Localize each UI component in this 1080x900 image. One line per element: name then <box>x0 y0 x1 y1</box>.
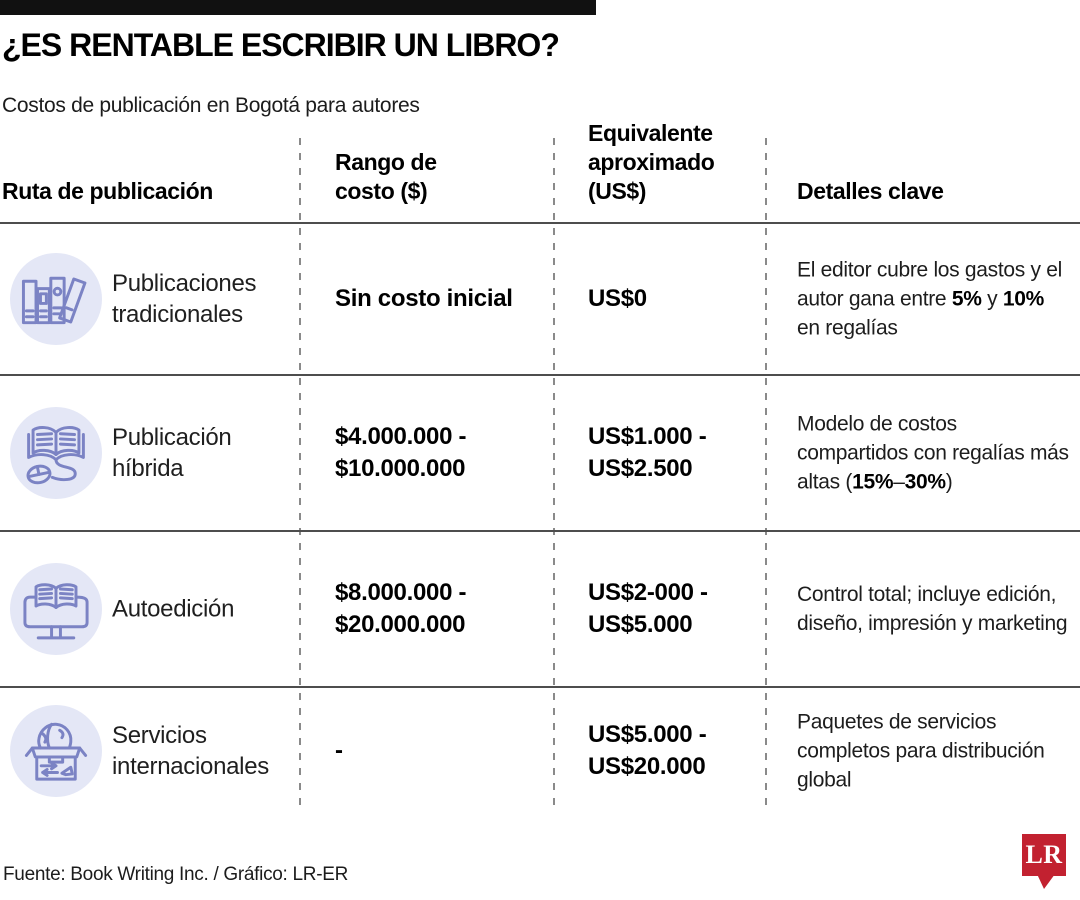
route-label: Publicaciones tradicionales <box>112 270 257 328</box>
usd-value: US$0 <box>588 285 647 312</box>
top-accent-bar <box>0 0 596 15</box>
lr-logo-tail <box>1037 874 1055 889</box>
lr-logo <box>1022 834 1066 876</box>
column-header-usd: Equivalente aproximado (US$) <box>588 120 715 204</box>
route-label: Autoedición <box>112 595 235 623</box>
details-text: Modelo de costos compartidos con regalías más altas (15%–30%) <box>797 412 1069 494</box>
lr-logo-text: LR <box>1025 840 1063 869</box>
page-title: ¿ES RENTABLE ESCRIBIR UN LIBRO? <box>2 27 559 63</box>
route-label: Servicios internacionales <box>112 722 269 780</box>
box-globe-icon <box>10 705 102 797</box>
usd-value: US$2-000 - US$5.000 <box>588 579 708 638</box>
cost-value: Sin costo inicial <box>335 285 513 312</box>
column-header-cost: Rango de costo ($) <box>335 149 437 204</box>
monitor-book-icon <box>10 563 102 655</box>
cost-value: $8.000.000 - $20.000.000 <box>335 579 467 638</box>
page-subtitle: Costos de publicación en Bogotá para autores <box>2 94 420 117</box>
route-label: Publicación híbrida <box>112 424 232 482</box>
table-row <box>0 376 1080 530</box>
table-row <box>0 224 1080 374</box>
column-header-route: Ruta de publicación <box>2 178 213 204</box>
source-credit: Fuente: Book Writing Inc. / Gráfico: LR-ER <box>3 864 349 885</box>
details-text: Control total; incluye edición, diseño, impresión y marketing <box>797 583 1068 635</box>
cost-value: $4.000.000 - $10.000.000 <box>335 423 467 482</box>
open-book-mouse-icon <box>10 407 102 499</box>
column-header-details: Detalles clave <box>797 178 944 204</box>
usd-value: US$5.000 - US$20.000 <box>588 721 707 780</box>
table-row <box>0 688 1080 814</box>
details-text: Paquetes de servicios completos para distribución global <box>797 710 1045 792</box>
usd-value: US$1.000 - US$2.500 <box>588 423 707 482</box>
table-row <box>0 532 1080 686</box>
table-header-row <box>0 108 1080 220</box>
cost-value: - <box>335 737 343 764</box>
details-text: El editor cubre los gastos y el autor gana entre 5% y 10% en regalías <box>797 258 1063 340</box>
books-shelf-icon <box>10 253 102 345</box>
